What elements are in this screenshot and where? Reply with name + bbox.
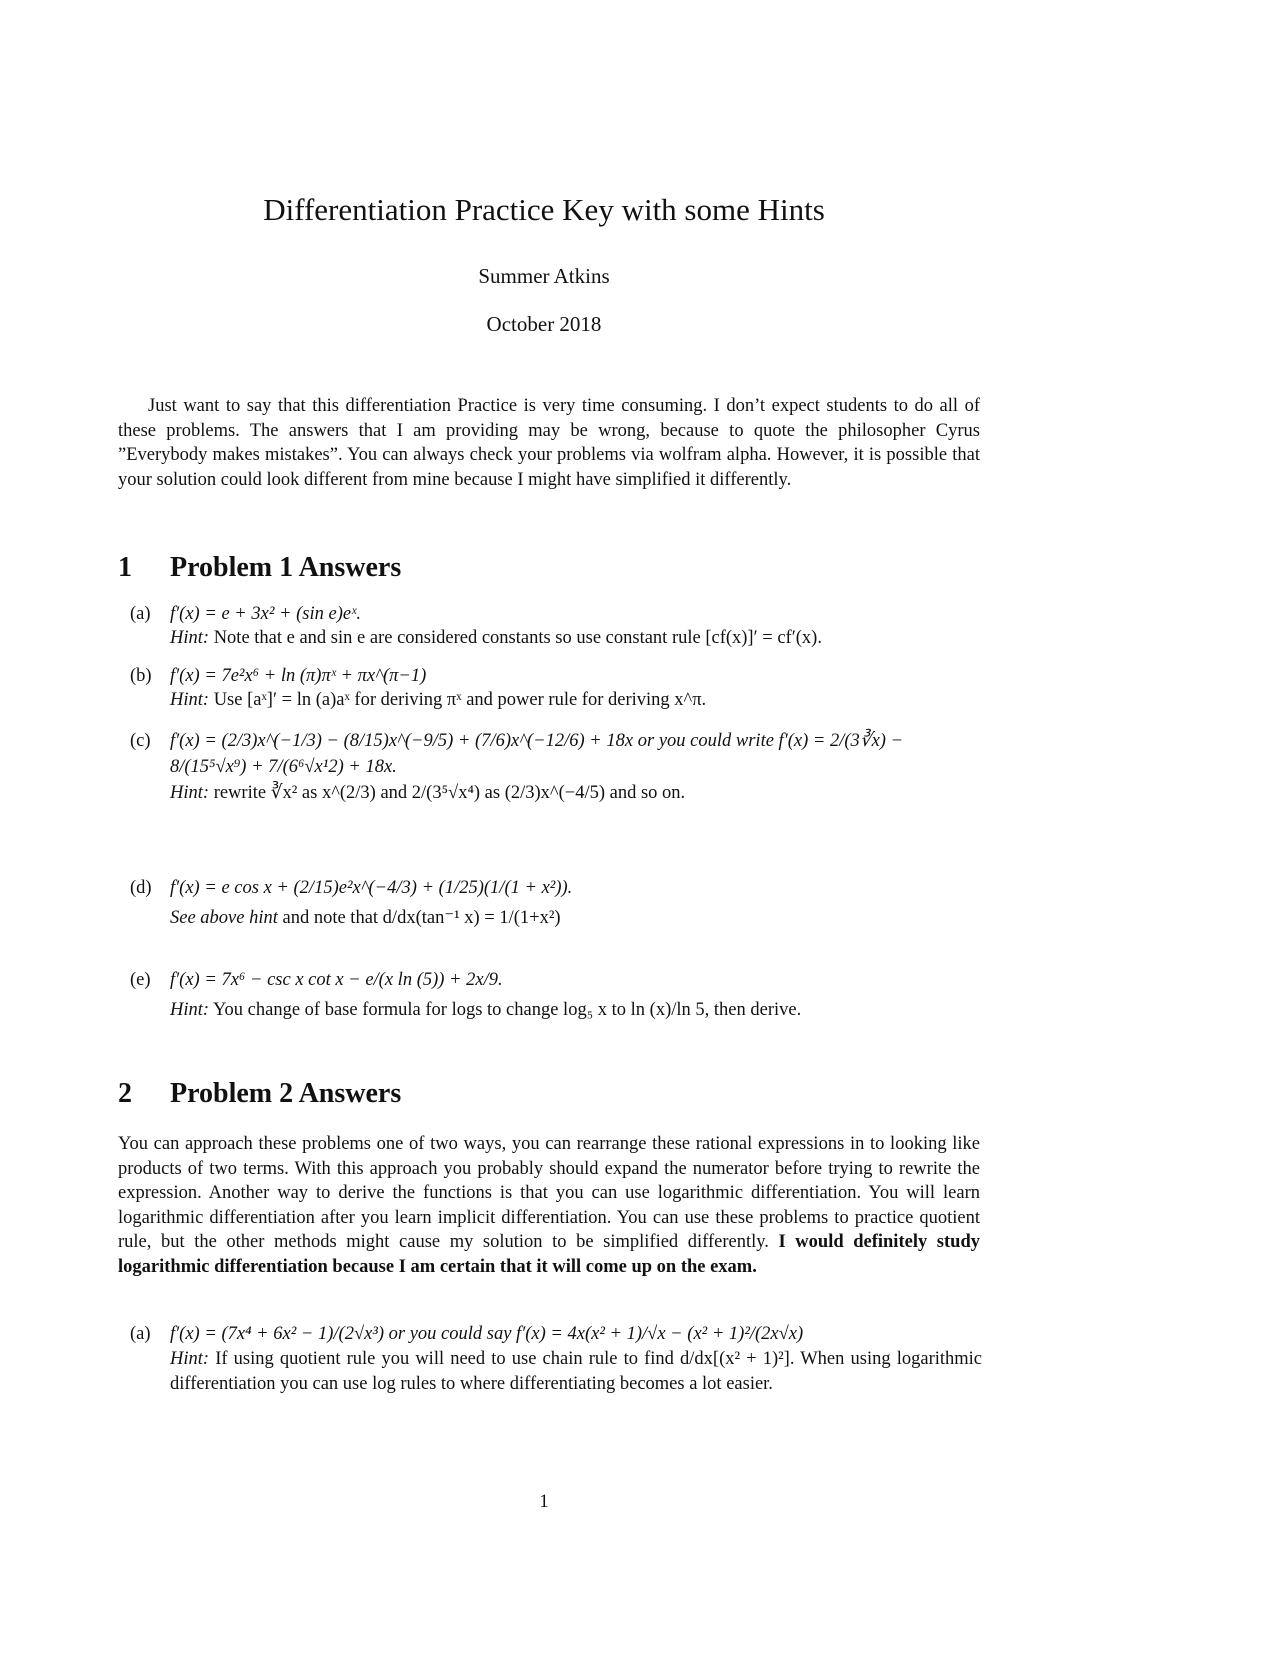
item-label: (a) <box>130 604 151 624</box>
section-number: 1 <box>118 552 132 583</box>
answer: f′(x) = (2/3)x^(−1/3) − (8/15)x^(−9/5) + (7/6)x^(−12/6) + 18x or you could write f′(x) = 2/(3∛x) − 8/(15⁵√x⁹) + 7/(6⁶√x¹2) + 18x. <box>170 731 904 777</box>
date: October 2018 <box>486 312 602 336</box>
hint-text: If using quotient rule you will need to use chain rule to find d/dx[(x² + 1)²]. When using logarithmic differentiation you can use log rules to where differentiating becomes a lot easier. <box>170 1349 983 1394</box>
hint-label: Hint: <box>170 628 210 648</box>
intro-paragraph: Just want to say that this differentiation Practice is very time consuming. I don’t expect students to do all of these problems. The answers that I am providing may be wrong, because to quote the philosopher Cyrus ”Everybody makes mistakes”. You can always check your problems via wolfram alpha. However, it is possible that your solution could look different from mine because I might have simplified it differently. <box>118 396 980 490</box>
answer: f′(x) = e + 3x² + (sin e)eˣ. <box>170 604 361 624</box>
hint-text: You change of base formula for logs to change log₅ x to ln (x)/ln 5, then derive. <box>213 1000 802 1020</box>
problem-1d <box>130 876 982 930</box>
answer: f′(x) = e cos x + (2/15)e²x^(−4/3) + (1/25)(1/(1 + x²)). <box>170 878 573 898</box>
hint-text: and note that d/dx(tan⁻¹ x) = 1/(1+x²) <box>282 908 561 928</box>
section-1-heading <box>118 552 401 584</box>
section-title: Problem 2 Answers <box>170 1078 402 1109</box>
hint-label: Hint: <box>170 1000 210 1020</box>
item-label: (c) <box>130 731 151 751</box>
author: Summer Atkins <box>478 264 610 288</box>
section-2-text: You can approach these problems one of two ways, you can rearrange these rational expressions in to looking like products of two terms. With this approach you probably should expand the numerator before trying to rewrite the expression. Another way to derive the functions is that you can use logarithmic differentiation. You will learn logarithmic differentiation after you learn implicit differentiation. You can use these problems to practice quotient rule, but the other methods might cause my solution to be simplified differently. <box>118 1134 980 1252</box>
section-2-heading <box>118 1078 401 1110</box>
problem-2a <box>130 1322 982 1397</box>
hint-label: Hint: <box>170 1349 210 1369</box>
answer: f′(x) = (7x⁴ + 6x² − 1)/(2√x³) or you could say f′(x) = 4x(x² + 1)/√x − (x² + 1)²/(2x√x) <box>170 1324 804 1344</box>
item-label: (a) <box>130 1324 151 1344</box>
hint-label: See above hint <box>170 908 278 928</box>
hint-text: rewrite ∛x² as x^(2/3) and 2/(3⁵√x⁴) as (2/3)x^(−4/5) and so on. <box>213 783 686 803</box>
answer: f′(x) = 7x⁶ − csc x cot x − e/(x ln (5)) + 2x/9. <box>170 970 503 990</box>
hint-label: Hint: <box>170 783 210 803</box>
item-label: (d) <box>130 878 152 898</box>
section-title: Problem 1 Answers <box>170 552 402 583</box>
problem-1e <box>130 968 982 1022</box>
item-label: (b) <box>130 666 152 686</box>
item-label: (e) <box>130 970 151 990</box>
section-2-paragraph <box>118 1132 980 1279</box>
hint-text: Use [aˣ]′ = ln (a)aˣ for deriving πˣ and power rule for deriving x^π. <box>213 690 707 710</box>
page-number: 1 <box>539 1492 549 1512</box>
problem-1c <box>130 728 982 806</box>
hint-label: Hint: <box>170 690 210 710</box>
answer: f′(x) = 7e²x⁶ + ln (π)πˣ + πx^(π−1) <box>170 666 427 686</box>
problem-1b <box>130 664 982 712</box>
hint-text: Note that e and sin e are considered constants so use constant rule [cf(x)]′ = cf′(x). <box>213 628 822 648</box>
document-title: Differentiation Practice Key with some Hints <box>263 192 825 227</box>
section-2-bold-note: I would definitely study logarithmic differentiation because I am certain that it will come up on the exam. <box>118 1232 980 1277</box>
section-number: 2 <box>118 1078 132 1109</box>
problem-1a <box>130 602 982 650</box>
